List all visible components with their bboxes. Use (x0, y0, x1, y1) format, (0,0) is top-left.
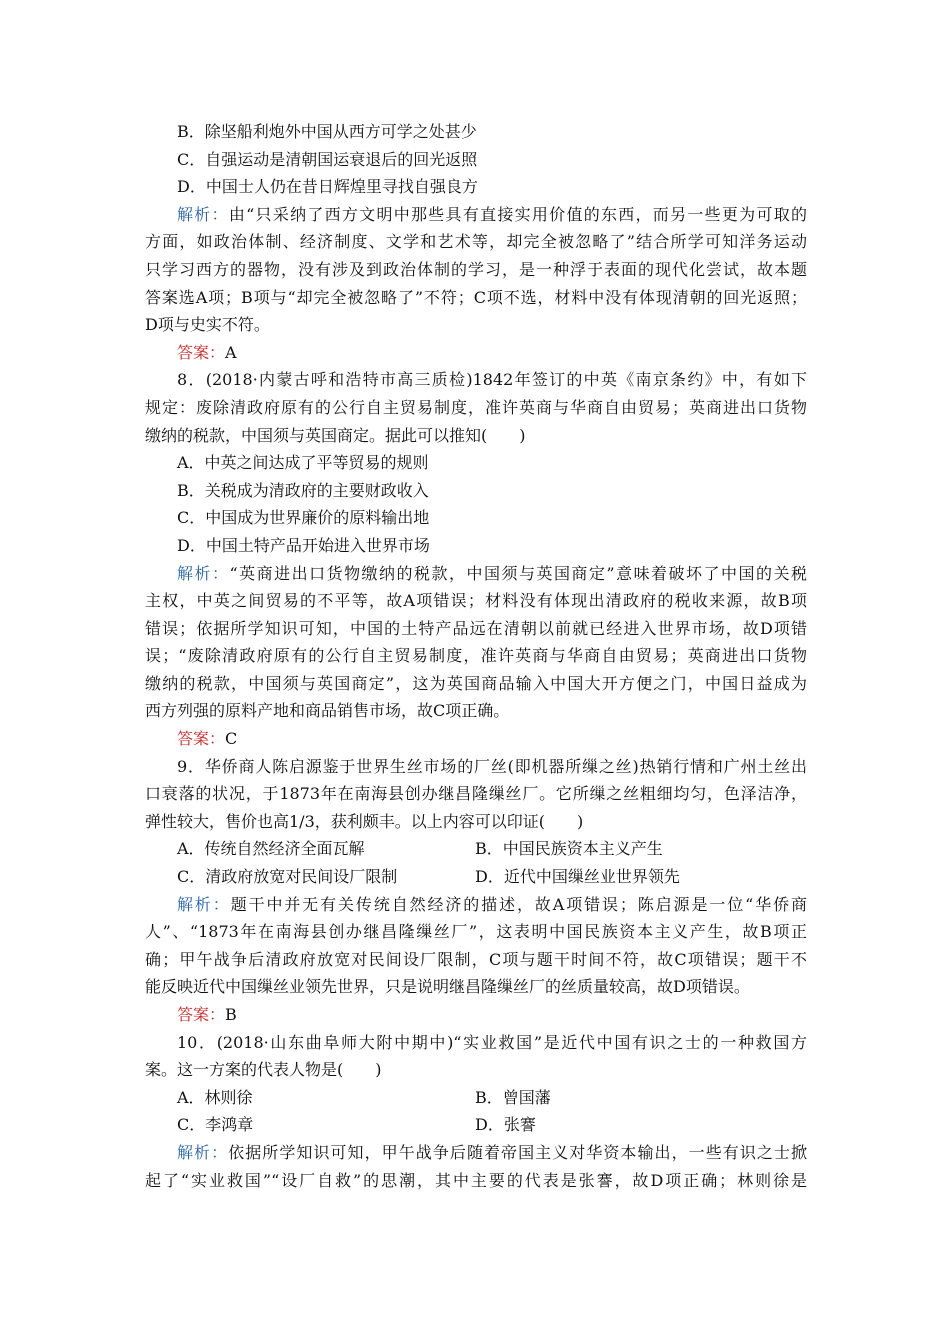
analysis-label: 解析： (177, 894, 231, 914)
q7-analysis-text: 由“只采纳了西方文明中那些具有直接实用价值的东西，而另一些更为可取的 (228, 204, 807, 224)
q10-option-d: D．张謇 (475, 1115, 536, 1135)
q10-analysis-line (145, 1139, 807, 1167)
q7-analysis-line: 答案选A项；B项与“却完全被忽略了”不符；C项不选，材料中没有体现清朝的回光返照； (145, 287, 807, 307)
q8-analysis-line (145, 560, 807, 588)
q9-stem-line: 口衰落的状况，于1873年在南海县创办继昌隆缫丝厂。它所缫之丝粗细均匀，色泽洁净， (145, 784, 807, 804)
q9-analysis-line: 人”、“1873年在南海县创办继昌隆缫丝厂”，这表明中国民族资本主义产生，故B项正 (145, 922, 807, 942)
q9-analysis-text: 题干中并无有关传统自然经济的描述，故A项错误；陈启源是一位“华侨商 (230, 894, 807, 914)
q8-option-a: A．中英之间达成了平等贸易的规则 (177, 453, 429, 473)
analysis-label: 解析： (177, 204, 229, 224)
q10-analysis-text: 依据所学知识可知，甲午战争后随着帝国主义对华资本输出，一些有识之士掀 (228, 1142, 807, 1162)
q9-option-c: C．清政府放宽对民间设厂限制 (177, 867, 398, 887)
q9-answer (145, 1001, 807, 1029)
q7-analysis-line: D项与史实不符。 (145, 315, 270, 335)
q7-analysis-line (145, 201, 807, 229)
q9-stem-line: 弹性较大，售价也高1/3，获利颇丰。以上内容可以印证( ) (145, 811, 584, 831)
q9-answer-value: B (225, 1005, 237, 1024)
q7-answer-value: A (225, 342, 237, 362)
q7-analysis-line: 方面，如政治体制、经济制度、文学和艺术等，却完全被忽略了”结合所学可知洋务运动 (145, 232, 807, 252)
q8-answer (145, 725, 807, 753)
q8-analysis-line: 误；“废除清政府原有的公行自主贸易制度，准许英商与华商自由贸易；英商进出口货物 (145, 646, 807, 666)
q9-options-row (145, 863, 807, 891)
answer-label: 答案： (177, 729, 226, 749)
q7-option-b: B．除坚船利炮外中国从西方可学之处甚少 (177, 122, 477, 141)
q8-analysis-line: 西方列强的原料产地和商品销售市场，故C项正确。 (145, 701, 510, 721)
q7-option-d: D．中国士人仍在昔日辉煌里寻找自强良方 (177, 177, 478, 197)
answer-label: 答案： (177, 1005, 226, 1024)
q9-analysis-line (145, 891, 807, 919)
q9-stem-line: 9．华侨商人陈启源鉴于世界生丝市场的厂丝(即机器所缫之丝)热销行情和广州土丝出 (177, 756, 807, 776)
q8-option-b: B．关税成为清政府的主要财政收入 (177, 480, 429, 500)
q10-analysis-line: 起了“实业救国”“设厂自救”的思潮，其中主要的代表是张謇，故D项正确；林则徐是 (145, 1170, 807, 1190)
document-content (145, 118, 807, 1194)
q8-stem-line: 8．(2018·内蒙古呼和浩特市高三质检)1842年签订的中英《南京条约》中，有如下 (177, 370, 807, 390)
q10-option-b: B．曾国藩 (475, 1087, 551, 1107)
analysis-label: 解析： (177, 1142, 229, 1162)
q9-analysis-line: 确；甲午战争后清政府放宽对民间设厂限制，C项与题干时间不符，故C项错误；题干不 (145, 949, 807, 969)
q9-option-b: B．中国民族资本主义产生 (475, 839, 663, 859)
q9-option-a: A．传统自然经济全面瓦解 (177, 839, 365, 859)
q8-stem-line: 缴纳的税款，中国须与英国商定。据此可以推知( ) (145, 425, 526, 445)
q10-options-row (145, 1084, 807, 1112)
q8-analysis-line: 错误；依据所学知识可知，中国的土特产品远在清朝以前就已经进入世界市场，故D项错 (145, 618, 807, 638)
q7-option-c: C．自强运动是清朝国运衰退后的回光返照 (177, 149, 478, 169)
q10-option-c: C．李鸿章 (177, 1115, 254, 1135)
q8-option-c: C．中国成为世界廉价的原料输出地 (177, 508, 430, 528)
q8-option-d: D．中国土特产品开始进入世界市场 (177, 535, 430, 555)
q10-stem-line: 10．(2018·山东曲阜师大附中期中)“实业救国”是近代中国有识之士的一种救国方 (177, 1032, 807, 1052)
q9-analysis-line: 能反映近代中国缫丝业领先世界，只是说明继昌隆缫丝厂的丝质量较高，故D项错误。 (145, 977, 750, 997)
q8-analysis-line: 主权，中英之间贸易的不平等，故A项错误；材料没有体现出清政府的税收来源，故B项 (145, 591, 807, 611)
q9-options-row (145, 835, 807, 863)
q7-answer (145, 339, 807, 367)
q10-options-row (145, 1111, 807, 1139)
q10-stem-line: 案。这一方案的代表人物是( ) (145, 1060, 382, 1080)
q8-answer-value: C (225, 729, 238, 749)
q9-option-d: D．近代中国缫丝业世界领先 (475, 867, 680, 887)
q8-analysis-line: 缴纳的税款，中国须与英国商定”，这为英国商品输入中国大开方便之门，中国日益成为 (145, 673, 807, 693)
q10-option-a: A．林则徐 (177, 1087, 253, 1107)
q8-stem-line: 规定：废除清政府原有的公行自主贸易制度，准许英商与华商自由贸易；英商进出口货物 (145, 397, 807, 417)
q8-analysis-text: “英商进出口货物缴纳的税款，中国须与英国商定”意味着破坏了中国的关税 (229, 563, 807, 583)
answer-label: 答案： (177, 342, 226, 362)
analysis-label: 解析： (177, 563, 230, 583)
q7-analysis-line: 只学习西方的器物，没有涉及到政治体制的学习，是一种浮于表面的现代化尝试，故本题 (145, 259, 807, 279)
